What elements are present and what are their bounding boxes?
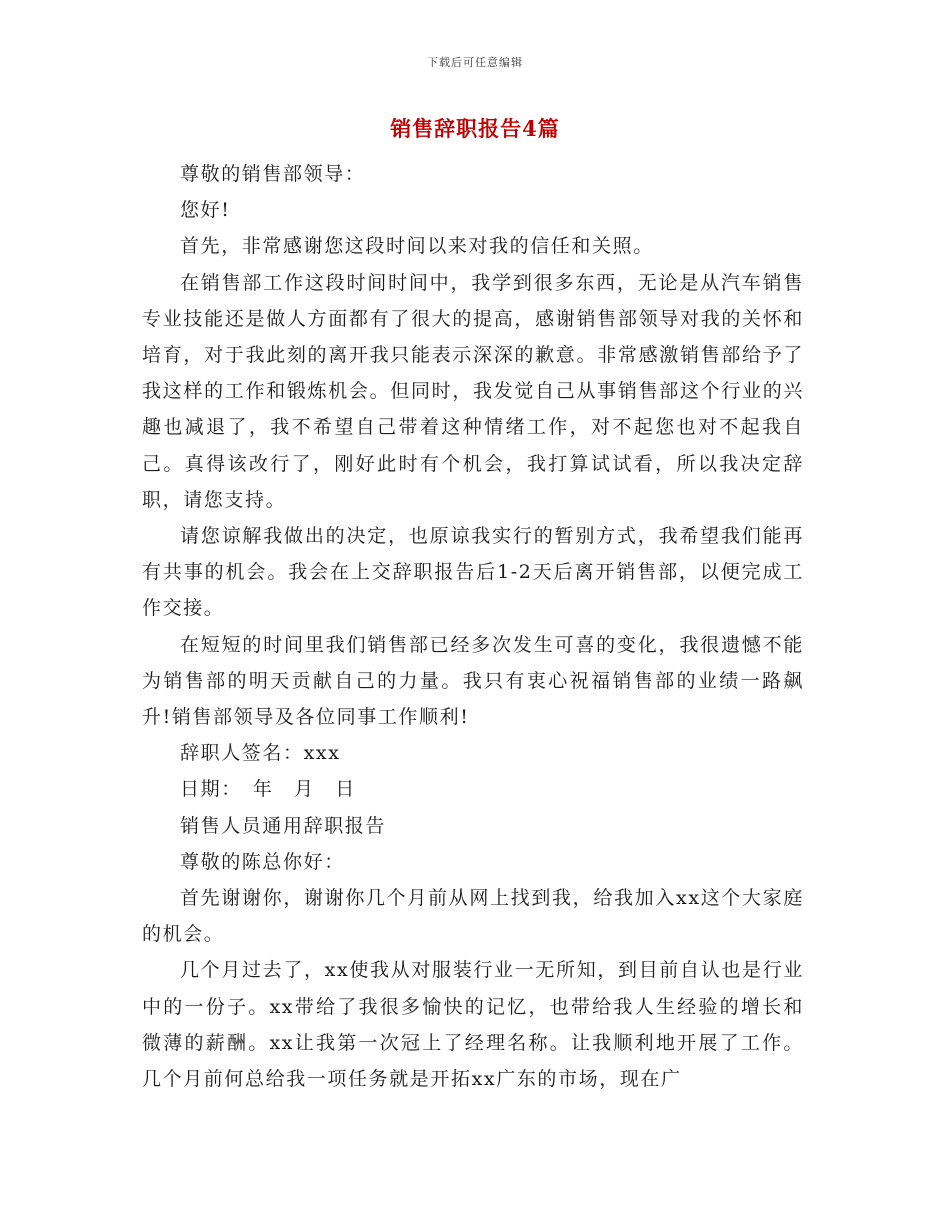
body-paragraph: 请您谅解我做出的决定，也原谅我实行的暂别方式，我希望我们能再有共事的机会。我会在上交辞职报告后1-2天后离开销售部，以便完成工作交接。 xyxy=(142,525,804,620)
document-body xyxy=(142,156,804,1097)
header-note: 下载后可任意编辑 xyxy=(427,56,523,69)
salutation: 尊敬的陈总你好： xyxy=(180,850,345,873)
body-paragraph: 首先，非常感谢您这段时间以来对我的信任和关照。 xyxy=(180,235,654,258)
signature-line: 辞职人签名：xxx xyxy=(180,742,341,765)
body-paragraph: 首先谢谢你，谢谢你几个月前从网上找到我，给我加入xx这个大家庭的机会。 xyxy=(142,887,804,946)
date-line: 日期： 年 月 日 xyxy=(180,778,356,801)
greeting: 您好! xyxy=(180,199,231,222)
body-paragraph: 几个月过去了，xx使我从对服装行业一无所知，到目前自认也是行业中的一份子。xx带给了我很多愉快的记忆，也带给我人生经验的增长和微薄的薪酬。xx让我第一次冠上了经理名称。让我顺利地开展了工作。几个月前何总给我一项任务就是开拓xx广东的市场，现在广 xyxy=(142,959,804,1091)
body-paragraph: 在短短的时间里我们销售部已经多次发生可喜的变化，我很遗憾不能为销售部的明天贡献自己的力量。我只有衷心祝福销售部的业绩一路飙升!销售部领导及各位同事工作顺利! xyxy=(142,633,804,729)
salutation: 尊敬的销售部领导： xyxy=(180,163,366,185)
body-paragraph: 在销售部工作这段时间时间中，我学到很多东西，无论是从汽车销售专业技能还是做人方面都有了很大的提高，感谢销售部领导对我的关怀和培育，对于我此刻的离开我只能表示深深的歉意。非常感激销售部给予了我这样的工作和锻炼机会。但同时，我发觉自己从事销售部这个行业的兴趣也减退了，我不希望自己带着这种情绪工作，对不起您也对不起我自己。真得该改行了，刚好此时有个机会，我打算试试看，所以我决定辞职，请您支持。 xyxy=(142,271,804,511)
section-heading: 销售人员通用辞职报告 xyxy=(180,814,387,837)
document-title: 销售辞职报告4篇 xyxy=(390,116,560,141)
